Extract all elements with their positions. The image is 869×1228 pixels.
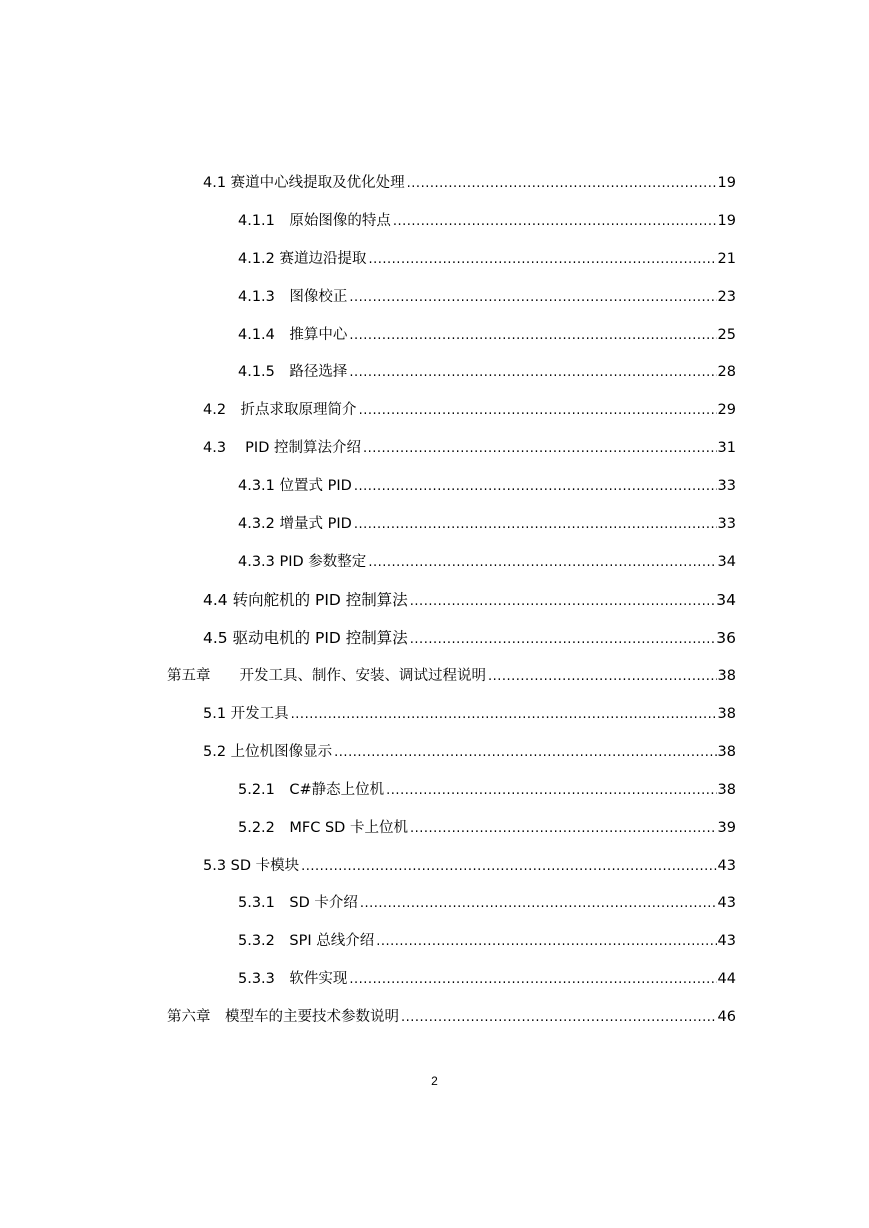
toc-entry-page: 21 <box>717 251 736 267</box>
dot-leader <box>349 326 716 346</box>
toc-entry-label: 4.3.3 PID 参数整定 <box>238 554 367 570</box>
toc-entry[interactable] <box>238 552 736 573</box>
toc-entry[interactable] <box>203 173 736 194</box>
toc-entry-label: 5.3.3 软件实现 <box>238 971 348 987</box>
toc-entry-page: 38 <box>717 744 736 760</box>
dot-leader <box>349 363 716 383</box>
toc-entry-page: 46 <box>717 1009 736 1025</box>
dot-leader <box>359 401 717 421</box>
page-number: 2 <box>431 1074 438 1088</box>
toc-entry-page: 43 <box>717 895 736 911</box>
toc-entry-page: 28 <box>717 364 736 380</box>
toc-entry-page: 39 <box>717 820 736 836</box>
toc-entry[interactable] <box>238 931 736 952</box>
toc-entry-page: 43 <box>717 933 736 949</box>
toc-entry-page: 36 <box>716 629 736 647</box>
dot-leader <box>291 705 717 725</box>
dot-leader <box>360 894 717 914</box>
toc-entry-label: 4.1.2 赛道边沿提取 <box>238 251 367 267</box>
toc-entry-page: 33 <box>717 516 736 532</box>
toc-entry-label: 第五章 开发工具、制作、安装、调试过程说明 <box>167 668 486 684</box>
toc-entry[interactable] <box>203 438 736 459</box>
dot-leader <box>386 781 716 801</box>
toc-entry-label: 5.3 SD 卡模块 <box>203 858 300 874</box>
toc-entry-label: 5.2.1 C#静态上位机 <box>238 782 385 798</box>
dot-leader <box>334 743 716 763</box>
toc-entry[interactable] <box>203 590 736 612</box>
toc-entry[interactable] <box>203 704 736 725</box>
toc-entry-label: 4.1.5 路径选择 <box>238 364 348 380</box>
toc-entry-label: 4.1 赛道中心线提取及优化处理 <box>203 175 405 191</box>
dot-leader <box>407 174 717 194</box>
toc-entry[interactable] <box>167 1007 736 1028</box>
toc-entry-page: 33 <box>717 478 736 494</box>
toc-entry-label: 4.1.4 推算中心 <box>238 327 348 343</box>
toc-entry-page: 44 <box>717 971 736 987</box>
toc-entry-page: 38 <box>717 782 736 798</box>
dot-leader <box>401 1008 717 1028</box>
dot-leader <box>349 970 716 990</box>
toc-entry-label: 4.5 驱动电机的 PID 控制算法 <box>203 629 408 647</box>
dot-leader <box>368 553 716 573</box>
dot-leader <box>410 630 715 650</box>
toc-entry[interactable] <box>238 211 736 232</box>
toc-entry[interactable] <box>203 400 736 421</box>
toc-entry-label: 5.3.2 SPI 总线介绍 <box>238 933 375 949</box>
toc-entry-page: 19 <box>717 213 736 229</box>
dot-leader <box>393 212 717 232</box>
toc-entry-label: 4.2 折点求取原理简介 <box>203 402 357 418</box>
toc-entry-label: 5.3.1 SD 卡介绍 <box>238 895 358 911</box>
toc-entry-page: 38 <box>717 706 736 722</box>
dot-leader <box>410 819 717 839</box>
dot-leader <box>354 477 717 497</box>
dot-leader <box>349 288 716 308</box>
toc-entry-label: 5.2 上位机图像显示 <box>203 744 333 760</box>
toc-entry-label: 4.1.1 原始图像的特点 <box>238 213 391 229</box>
toc-entry-label: 4.3.1 位置式 PID <box>238 478 352 494</box>
dot-leader <box>410 592 715 612</box>
toc-entry[interactable] <box>238 893 736 914</box>
toc-entry-page: 31 <box>717 440 736 456</box>
toc-entry-page: 34 <box>717 554 736 570</box>
toc-entry[interactable] <box>167 666 736 687</box>
toc-entry[interactable] <box>238 780 736 801</box>
toc-entry[interactable] <box>238 362 736 383</box>
toc-entry-page: 43 <box>717 858 736 874</box>
dot-leader <box>369 250 717 270</box>
toc-entry-page: 29 <box>717 402 736 418</box>
dot-leader <box>376 932 716 952</box>
toc-entry-label: 5.1 开发工具 <box>203 706 289 722</box>
toc-entry-page: 25 <box>717 327 736 343</box>
toc-entry[interactable] <box>238 249 736 270</box>
toc-entry[interactable] <box>238 287 736 308</box>
toc-entry-page: 19 <box>717 175 736 191</box>
toc-entry-page: 34 <box>716 591 736 609</box>
dot-leader <box>354 515 717 535</box>
toc-entry-label: 4.1.3 图像校正 <box>238 289 348 305</box>
toc-entry-label: 5.2.2 MFC SD 卡上位机 <box>238 820 408 836</box>
dot-leader <box>488 667 717 687</box>
toc-entry[interactable] <box>203 742 736 763</box>
toc-entry-page: 38 <box>717 668 736 684</box>
toc-entry-label: 4.3.2 增量式 PID <box>238 516 352 532</box>
toc-entry-page: 23 <box>717 289 736 305</box>
toc-entry-label: 4.4 转向舵机的 PID 控制算法 <box>203 591 408 609</box>
toc-entry[interactable] <box>238 818 736 839</box>
toc-entry-label: 4.3 PID 控制算法介绍 <box>203 440 361 456</box>
toc-entry-label: 第六章 模型车的主要技术参数说明 <box>167 1009 399 1025</box>
toc-entry[interactable] <box>238 514 736 535</box>
toc-entry[interactable] <box>238 325 736 346</box>
dot-leader <box>363 439 717 459</box>
toc-entry[interactable] <box>203 856 736 877</box>
toc-entry[interactable] <box>238 969 736 990</box>
dot-leader <box>301 857 716 877</box>
toc-entry[interactable] <box>238 476 736 497</box>
toc-entry[interactable] <box>203 628 736 650</box>
